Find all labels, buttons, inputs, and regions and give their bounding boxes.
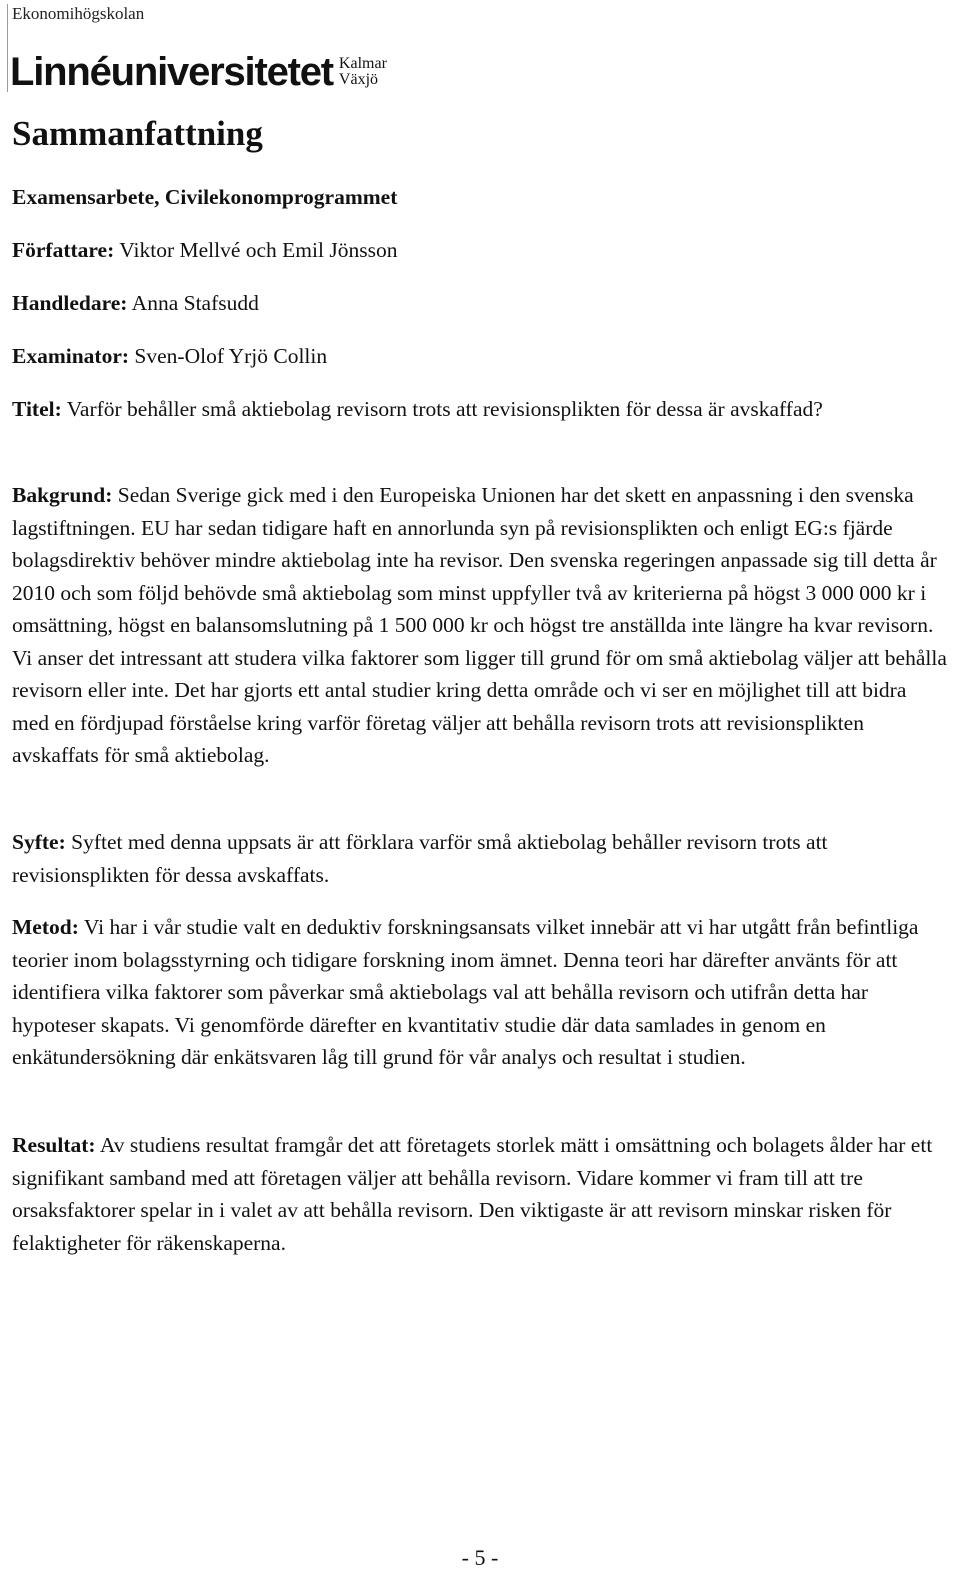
author-value: Viktor Mellvé och Emil Jönsson <box>119 238 398 262</box>
thesis-type-text: Examensarbete, Civilekonomprogrammet <box>12 185 398 209</box>
logo-wordmark: Linnéuniversitetet <box>10 50 333 94</box>
supervisor-value: Anna Stafsudd <box>131 291 259 315</box>
purpose-section <box>12 826 947 891</box>
page-title: Sammanfattning <box>12 114 263 153</box>
supervisor-label: Handledare: <box>12 291 128 315</box>
method-label: Metod: <box>12 915 79 939</box>
supervisor-line <box>12 287 947 320</box>
background-text: Sedan Sverige gick med i den Europeiska Unionen har det skett en anpassning i den svenska lagstiftningen. EU har sedan tidigare haft en annorlunda syn på revisionsplikten och enligt EG:s fjärde bolagsdirektiv behöver mindre aktiebolag inte ha revisor. Den svenska regeringen anpassade sig till detta år 2010 och som följd behövde små aktiebolag som minst uppfyller två av kriterierna på högst 3 000 000 kr i omsättning, högst en balansomslutning på 1 500 000 kr och högst tre anställda inte längre ha kvar revisorn. Vi anser det intressant att studera vilka faktorer som ligger till grund för om små aktiebolag väljer att behålla revisorn eller inte. Det har gjorts ett antal studier kring detta område och vi ser en möjlighet till att bidra med en fördjupad förståelse kring varför företag väljer att behålla revisorn trots att revisionsplikten avskaffats för små aktiebolag. <box>12 483 947 767</box>
university-logo <box>10 52 387 96</box>
background-section <box>12 479 947 772</box>
thesis-type <box>12 181 947 214</box>
purpose-label: Syfte: <box>12 830 66 854</box>
result-section <box>12 1129 947 1259</box>
logo-cities <box>339 56 387 88</box>
examiner-label: Examinator: <box>12 344 130 368</box>
result-text: Av studiens resultat framgår det att företagets storlek mätt i omsättning och bolagets ålder har ett signifikant samband med att företagen väljer att behålla revisorn. Vidare kommer vi fram till att tre orsaksfaktorer spelar in i valet av att behålla revisorn. Den viktigaste är att revisorn minskar risken för felaktigheter för räkenskaperna. <box>12 1133 933 1255</box>
logo-city-vaxjo: Växjö <box>338 71 379 88</box>
title-line <box>12 393 947 426</box>
author-line <box>12 234 947 267</box>
school-name: Ekonomihögskolan <box>12 4 145 23</box>
author-label: Författare: <box>12 238 115 262</box>
title-value: Varför behåller små aktiebolag revisorn trots att revisionsplikten för dessa är avskaffad? <box>66 397 823 421</box>
purpose-text: Syftet med denna uppsats är att förklara varför små aktiebolag behåller revisorn trots att revisionsplikten för dessa avskaffats. <box>12 830 828 887</box>
method-section <box>12 911 947 1074</box>
header-divider <box>7 4 8 92</box>
examiner-line <box>12 340 947 373</box>
background-label: Bakgrund: <box>12 483 113 507</box>
method-text: Vi har i vår studie valt en deduktiv forskningsansats vilket innebär att vi har utgått från befintliga teorier inom bolagsstyrning och tidigare forskning inom ämnet. Denna teori har därefter använts för att identifiera vilka faktorer som påverkar små aktiebolags val att behålla revisorn och utifrån detta har hypoteser skapats. Vi genomförde därefter en kvantitativ studie där data samlades in genom en enkätundersökning där enkätsvaren låg till grund för vår analys och resultat i studien. <box>12 915 919 1069</box>
logo-city-kalmar: Kalmar <box>338 55 387 72</box>
page-number: - 5 - <box>461 1545 499 1570</box>
result-label: Resultat: <box>12 1133 96 1157</box>
examiner-value: Sven-Olof Yrjö Collin <box>134 344 328 368</box>
title-label: Titel: <box>12 397 62 421</box>
